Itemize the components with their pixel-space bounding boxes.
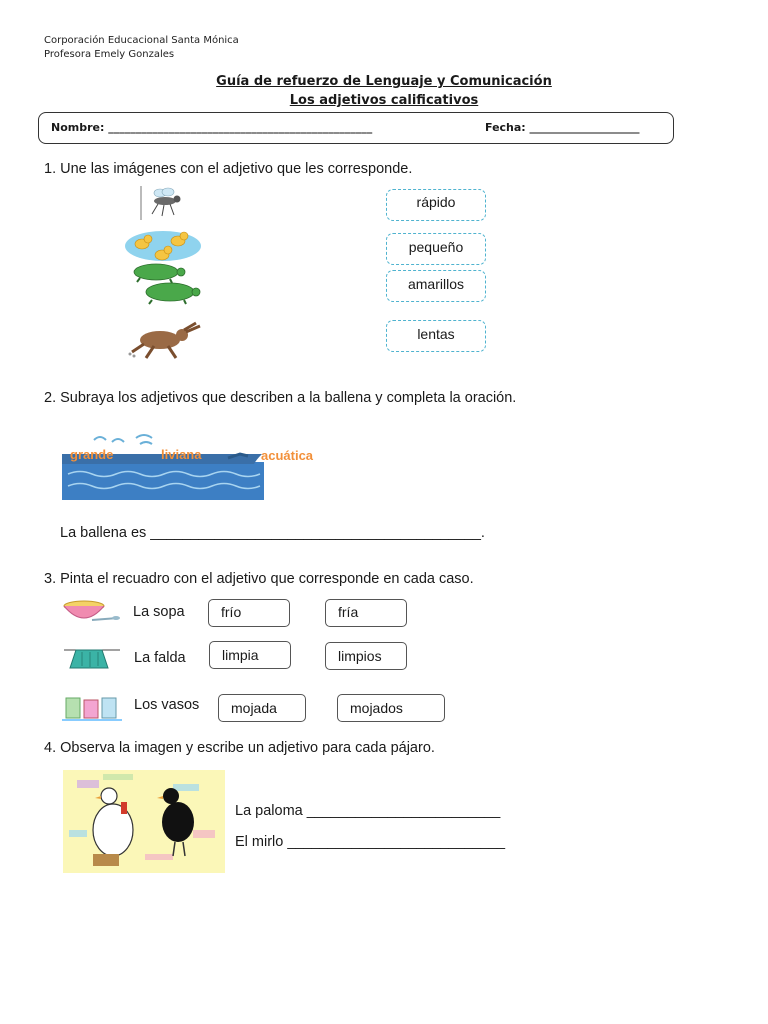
whale-image xyxy=(60,432,268,504)
fly-image xyxy=(140,184,190,222)
whale-sentence[interactable]: La ballena es _________________________________________. xyxy=(60,525,485,541)
name-field[interactable]: Nombre: ________________________________________________ xyxy=(51,121,373,134)
option-pequeno[interactable]: pequeño xyxy=(386,233,486,265)
option-rapido[interactable]: rápido xyxy=(386,189,486,221)
ducks-image xyxy=(124,228,202,264)
option-mojados[interactable]: mojados xyxy=(337,694,445,722)
row-label-falda: La falda xyxy=(134,650,186,666)
teacher-name: Profesora Emely Gonzales xyxy=(44,49,175,60)
answer-mirlo[interactable]: El mirlo ___________________________ xyxy=(235,834,506,850)
option-limpia[interactable]: limpia xyxy=(209,641,291,669)
option-fria[interactable]: fría xyxy=(325,599,407,627)
row-label-sopa: La sopa xyxy=(133,604,185,620)
row-label-vasos: Los vasos xyxy=(134,697,200,713)
hare-image xyxy=(124,320,204,362)
q3-instruction: 3. Pinta el recuadro con el adjetivo que corresponde en cada caso. xyxy=(44,571,474,587)
skirt-image xyxy=(64,646,120,672)
name-date-box xyxy=(38,112,674,144)
word-grande[interactable]: grande xyxy=(70,447,114,462)
option-amarillos[interactable]: amarillos xyxy=(386,270,486,302)
page-subtitle: Los adjetivos calificativos xyxy=(289,93,479,108)
birds-image xyxy=(63,770,225,873)
option-limpios[interactable]: limpios xyxy=(325,642,407,670)
school-name: Corporación Educacional Santa Mónica xyxy=(44,35,239,46)
q2-instruction: 2. Subraya los adjetivos que describen a la ballena y completa la oración. xyxy=(44,390,517,406)
word-liviana[interactable]: liviana xyxy=(161,447,202,462)
word-acuatica[interactable]: acuática xyxy=(261,448,314,463)
soup-image xyxy=(62,598,122,628)
date-field[interactable]: Fecha: ____________________ xyxy=(485,121,640,134)
turtles-image xyxy=(126,262,202,306)
option-lentas[interactable]: lentas xyxy=(386,320,486,352)
option-mojada[interactable]: mojada xyxy=(218,694,306,722)
q1-instruction: 1. Une las imágenes con el adjetivo que les corresponde. xyxy=(44,161,413,177)
option-frio[interactable]: frío xyxy=(208,599,290,627)
q4-instruction: 4. Observa la imagen y escribe un adjetivo para cada pájaro. xyxy=(44,740,435,756)
answer-paloma[interactable]: La paloma ________________________ xyxy=(235,803,501,819)
glasses-image xyxy=(62,694,122,722)
page-title: Guía de refuerzo de Lenguaje y Comunicación xyxy=(216,74,552,89)
